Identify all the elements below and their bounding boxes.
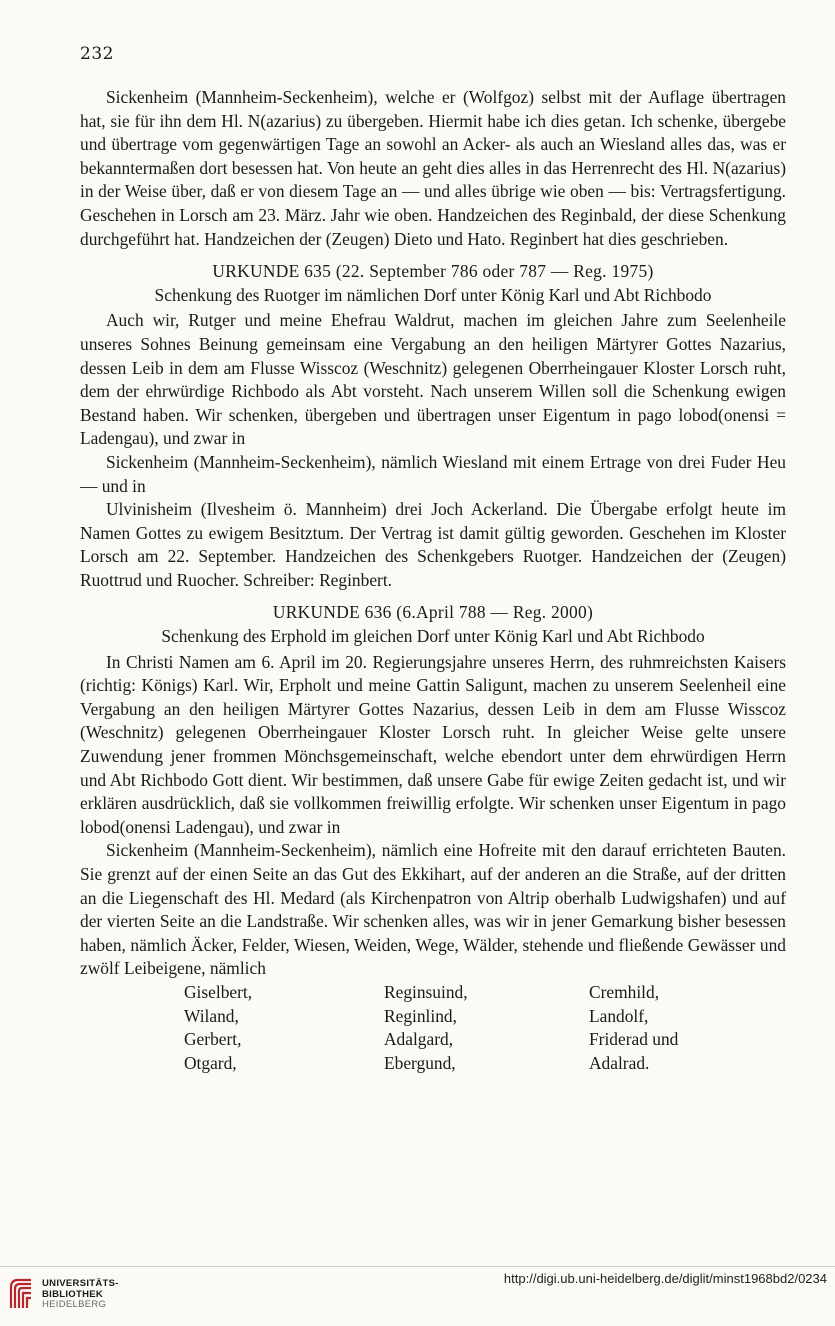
document-title: Schenkung des Ruotger im nämlichen Dorf unter König Karl und Abt Richbodo (154, 284, 712, 305)
library-name-line: HEIDELBERG (42, 1299, 107, 1310)
paragraph: In Christi Namen am 6. April im 20. Regierungsjahre unseres Herrn, des ruhmreichsten Kaisers (richtig: Königs) Karl. Wir, Erpholt und meine Gattin Saligunt, machen zu unserem Seelenheil eine Vergabung an den heiligen Märtyrer Gottes Nazarius, dessen Leib in dem am Flusse Wisscoz (Weschnitz) gelegenen Oberrheingauer Kloster Lorsch ruht. In gleicher Weise gelte unsere Zuwendung jener frommen Mönchsgemeinschaft, welche ebendort unter dem ehrwürdigen Herrn und Abt Richbodo Gott dient. Wir bestimmen, daß unsere Gabe für ewige Zeiten gedacht ist, und wir erklären ausdrücklich, daß sie vollkommen freiwillig erfolgte. Wir schenken unser Eigentum in pago lobod(onensi Ladengau), und zwar in (80, 651, 786, 837)
document-title: Schenkung des Erphold im gleichen Dorf unter König Karl und Abt Richbodo (161, 626, 705, 647)
name-entry: Friderad und (589, 1029, 679, 1050)
footer-bar (0, 1266, 835, 1326)
paragraph: Sickenheim (Mannheim-Seckenheim), welche er (Wolfgoz) selbst mit der Auflage übertragen hat, sie für ihn dem Hl. N(azarius) zu übergeben. Hiermit habe ich dies getan. Ich schenke, übergebe und übertrage vom gegenwärtigen Tage an sowohl an Acker- als auch an Wiesland alles das, was er bekanntermaßen dort besessen hat. Von heute an geht dies alles in das Herrenrecht des Hl. N(azarius) in der Weise über, daß er von diesem Tage an — und alles übrige wie oben — bis: Vertragsfertigung. Geschehen in Lorsch am 23. März. Jahr wie oben. Handzeichen des Reginbald, der diese Schenkung durchgeführt hat. Handzeichen der (Zeugen) Dieto und Hato. Reginbert hat dies geschrieben. (80, 87, 786, 249)
document-heading: URKUNDE 636 (6.April 788 — Reg. 2000) (272, 602, 594, 623)
name-entry: Reginlind, (384, 1005, 457, 1026)
library-name-line: UNIVERSITÄTS- (42, 1278, 119, 1289)
name-entry: Otgard, (184, 1052, 237, 1073)
university-library-logo-icon (8, 1277, 34, 1311)
name-list (184, 981, 786, 1075)
source-url-link[interactable]: http://digi.ub.uni-heidelberg.de/diglit/minst1968bd2/0234 (503, 1271, 827, 1286)
page-number: 232 (80, 44, 114, 64)
name-entry: Wiland, (184, 1005, 239, 1026)
document-body (80, 86, 786, 1075)
document-heading: URKUNDE 635 (22. September 786 oder 787 — Reg. 1975) (212, 261, 654, 282)
name-entry: Adalrad. (589, 1052, 650, 1073)
name-entry: Giselbert, (184, 981, 253, 1002)
name-entry: Landolf, (589, 1005, 649, 1026)
paragraph: Sickenheim (Mannheim-Seckenheim), nämlich Wiesland mit einem Ertrage von drei Fuder Heu — und in (80, 451, 786, 496)
name-entry: Adalgard, (384, 1029, 454, 1050)
library-name-line: BIBLIOTHEK (42, 1288, 104, 1300)
paragraph: Auch wir, Rutger und meine Ehefrau Waldrut, machen im gleichen Jahre zum Seelenheile unseres Sohnes Beinung gemeinsam eine Vergabung an den heiligen Märtyrer Gottes Nazarius, dessen Leib in dem am Flusse Wisscoz (Weschnitz) gelegenen Oberrheingauer Kloster Lorsch ruht, dem der ehrwürdige Richbodo als Abt vorsteht. Nach unserem Willen soll die Schenkung ewigen Bestand haben. Wir schenken, übergeben und übertragen unser Eigentum in pago lobod(onensi = Ladengau), und zwar in (80, 310, 786, 449)
name-entry: Cremhild, (589, 981, 660, 1002)
name-entry: Reginsuind, (384, 981, 468, 1002)
library-name (42, 1279, 119, 1311)
paragraph: Sickenheim (Mannheim-Seckenheim), nämlich eine Hofreite mit den darauf errichteten Bauten. Sie grenzt auf der einen Seite an das Gut des Ekkihart, auf der anderen an die Straße, auf der dritten an die Liegenschaft des Hl. Medard (als Kirchenpatron von Altrip oberhalb Ludwigshafen) und auf der vierten Seite an die Landstraße. Wir schenken alles, was wir in jener Gemarkung bisher besessen haben, nämlich Äcker, Felder, Wiesen, Weiden, Wege, Wälder, stehende und fließende Gewässer und zwölf Leibeigene, nämlich (80, 840, 786, 979)
paragraph: Ulvinisheim (Ilvesheim ö. Mannheim) drei Joch Ackerland. Die Übergabe erfolgt heute im Namen Gottes zu ewigem Besitztum. Der Vertrag ist damit gültig geworden. Geschehen im Kloster Lorsch am 22. September. Handzeichen des Schenkgebers Ruotger. Handzeichen der (Zeugen) Ruottrud und Ruocher. Schreiber: Reginbert. (80, 499, 786, 590)
name-entry: Gerbert, (184, 1029, 242, 1050)
name-entry: Ebergund, (384, 1052, 456, 1073)
